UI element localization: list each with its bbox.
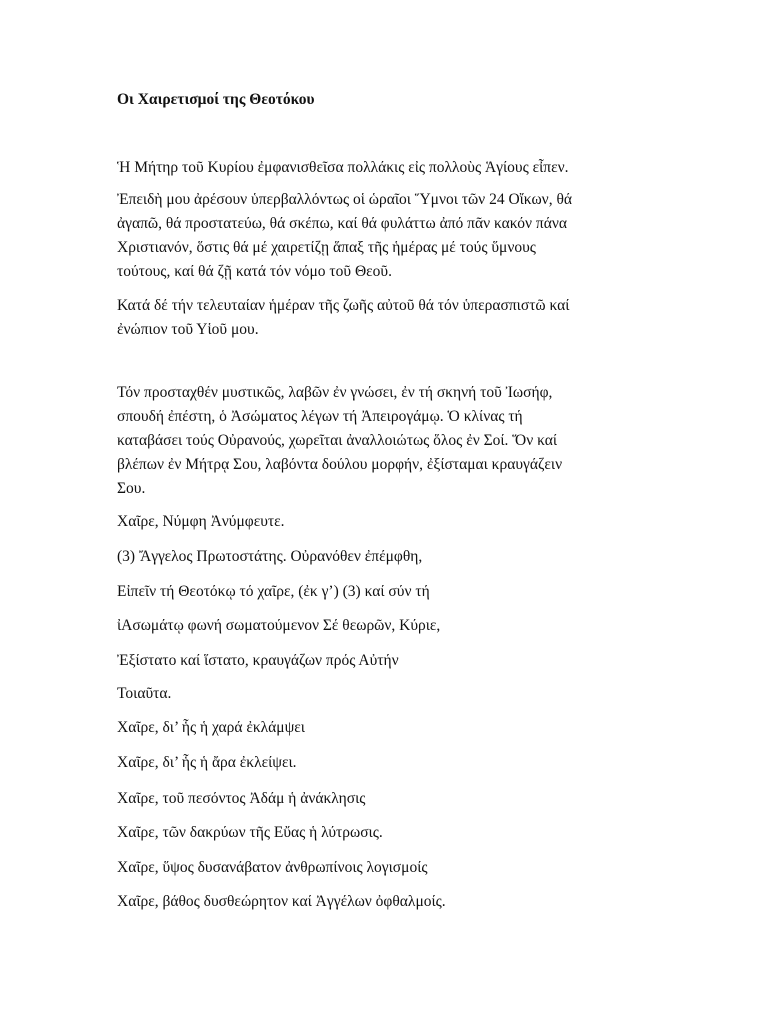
text-line: βλέπων ἐν Μήτρᾳ Σου, λαβόντα δούλου μορφήν, ἐξίσταμαι κραυγάζειν: [117, 456, 563, 473]
verse-line: Χαῖρε, τῶν δακρύων τῆς Εὔας ἡ λύτρωσις.: [117, 824, 383, 841]
document-title: Οι Χαιρετισμοί της Θεοτόκου: [117, 91, 315, 108]
text-line: Χριστιανόν, ὅστις θά μέ χαιρετίζῃ ἅπαξ τῆς ἡμέρας μέ τούς ὕμνους: [117, 239, 536, 256]
verse-line: Ἐξίστατο καί ἵστατο, κραυγάζων πρός Αὐτήν: [117, 652, 399, 669]
text-line: ἀγαπῶ, θά προστατεύω, θά σκέπω, καί θά φυλάττω ἀπό πᾶν κακόν πάνα: [117, 215, 567, 232]
oikos-paragraph: [117, 381, 677, 501]
verse-line: Χαῖρε, δι’ ἧς ἡ χαρά ἐκλάμψει: [117, 719, 305, 736]
verse-line: Τοιαῦτα.: [117, 685, 172, 702]
verse-line: Χαῖρε, Νύμφη Ἀνύμφευτε.: [117, 513, 285, 530]
verse-line: Χαῖρε, δι’ ἧς ἡ ἄρα ἐκλείψει.: [117, 754, 297, 771]
intro-paragraph-3: [117, 294, 677, 342]
text-line: καταβάσει τούς Οὐρανούς, χωρεῖται ἀναλλοιώτως ὅλος ἐν Σοί. Ὅν καί: [117, 432, 558, 449]
intro-paragraph-1: [117, 156, 677, 180]
text-line: Κατά δέ τήν τελευταίαν ἡμέραν τῆς ζωῆς αὐτοῦ θά τόν ὑπερασπιστῶ καί: [117, 297, 570, 314]
text-line: Σου.: [117, 480, 146, 497]
verse-line: Χαῖρε, βάθος δυσθεώρητον καί Ἀγγέλων ὀφθαλμοίς.: [117, 893, 446, 910]
text-line: τούτους, καί θά ζῇ κατά τόν νόμο τοῦ Θεοῦ.: [117, 263, 392, 280]
intro-paragraph-2: [117, 188, 677, 284]
text-line: ἐνώπιον τοῦ Υἱοῦ μου.: [117, 321, 259, 338]
verse-line: Χαῖρε, τοῦ πεσόντος Ἀδάμ ἡ ἀνάκλησις: [117, 790, 366, 807]
verse-line: Χαῖρε, ὕψος δυσανάβατον ἀνθρωπίνοις λογισμοίς: [117, 859, 428, 876]
text-line: Ἡ Μήτηρ τοῦ Κυρίου ἐμφανισθεῖσα πολλάκις εἰς πολλοὺς Ἁγίους εἶπεν.: [117, 159, 569, 176]
verse-line: Εἰπεῖν τή Θεοτόκῳ τό χαῖρε, (ἐκ γ’) (3) καί σύν τή: [117, 583, 430, 600]
verse-line: ἰΑσωμάτῳ φωνή σωματούμενον Σέ θεωρῶν, Κύριε,: [117, 617, 441, 634]
text-line: Ἐπειδὴ μου ἀρέσουν ὑπερβαλλόντως οἱ ὡραῖοι Ὕμνοι τῶν 24 Οἴκων, θά: [117, 191, 572, 208]
verse-line: (3) Ἄγγελος Πρωτοστάτης. Οὐρανόθεν ἐπέμφθη,: [117, 548, 423, 565]
text-line: Τόν προσταχθέν μυστικῶς, λαβῶν ἐν γνώσει, ἐν τή σκηνή τοῦ Ἰωσήφ,: [117, 384, 553, 401]
text-line: σπουδή ἐπέστη, ὁ Ἀσώματος λέγων τή Ἀπειρογάμῳ. Ὁ κλίνας τή: [117, 408, 523, 425]
